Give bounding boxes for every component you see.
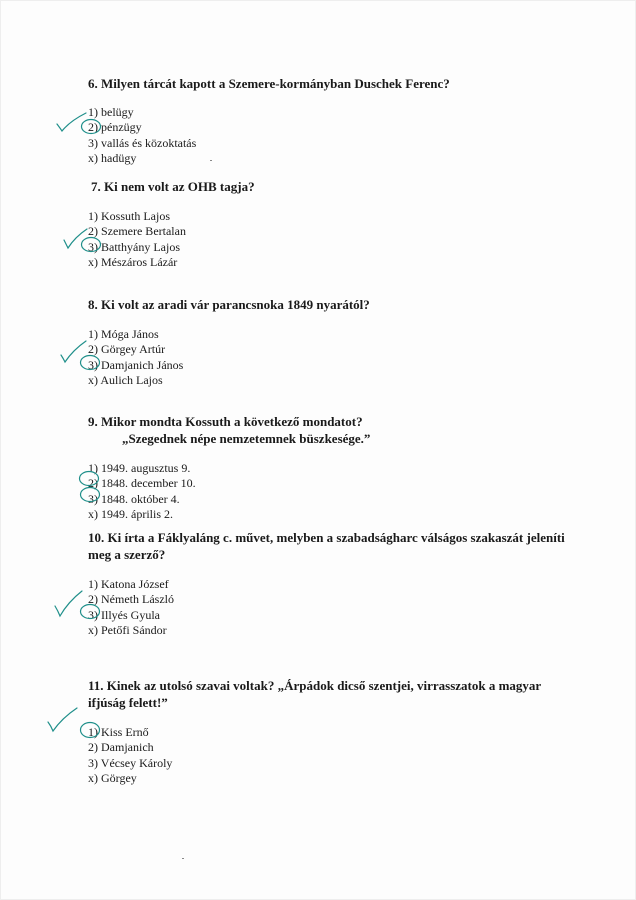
question-title: 9. Mikor mondta Kossuth a következő mondatot?	[88, 414, 363, 429]
option-2: 2) Szemere Bertalan	[88, 224, 186, 239]
option-2: 2) pénzügy	[88, 120, 142, 135]
checkmark-icon	[63, 228, 89, 250]
option-3: 3) Illyés Gyula	[88, 607, 160, 622]
question-8	[88, 296, 588, 388]
scan-speck	[182, 858, 184, 859]
option-1: 1) Kossuth Lajos	[88, 209, 170, 223]
checkmark-icon	[60, 340, 88, 364]
option-2: 2) 1848. december 10.	[88, 476, 196, 491]
question-title: 10. Ki írta a Fáklyaláng c. művet, melyben a szabadságharc válságos szakaszát jeleníti meg a szerző?	[88, 530, 565, 562]
question-10	[88, 529, 568, 638]
scan-speck	[210, 160, 212, 161]
checkmark-icon	[47, 707, 79, 733]
option-list	[88, 577, 568, 638]
question-title: 7. Ki nem volt az OHB tagja?	[91, 179, 255, 194]
question-7	[88, 178, 591, 270]
option-x: x) hadügy	[88, 150, 137, 165]
option-3: 3) 1848. október 4.	[88, 491, 180, 506]
question-quote: „Szegednek népe nemzetemnek büszkesége.”	[122, 431, 371, 446]
question-6	[88, 75, 588, 166]
option-x: x) Mészáros Lázár	[88, 254, 178, 269]
option-1: 1) Móga János	[88, 327, 159, 341]
question-title: 8. Ki volt az aradi vár parancsnoka 1849 nyarától?	[88, 297, 370, 312]
option-2: 2) Németh László	[88, 592, 174, 607]
option-x: x) Aulich Lajos	[88, 372, 163, 387]
option-1: 1) belügy	[88, 105, 134, 119]
option-x: x) 1949. április 2.	[88, 506, 173, 521]
option-list	[88, 461, 588, 522]
question-9	[88, 413, 588, 522]
option-1: 1) Katona József	[88, 577, 169, 591]
option-3: 3) vallás és közoktatás	[88, 135, 197, 150]
option-x: x) Görgey	[88, 770, 137, 785]
checkmark-icon	[56, 112, 88, 134]
option-list	[88, 209, 591, 270]
option-list	[88, 725, 568, 786]
option-3: 3) Vécsey Károly	[88, 755, 173, 770]
option-list	[88, 327, 588, 388]
option-2: 2) Damjanich	[88, 740, 154, 755]
option-list	[88, 105, 588, 166]
option-3: 3) Damjanich János	[88, 357, 184, 372]
question-title: 11. Kinek az utolsó szavai voltak? „Árpádok dicső szentjei, virrasszatok a magyar ifjúság felett!”	[88, 678, 541, 710]
checkmark-icon	[54, 590, 84, 618]
option-x: x) Petőfi Sándor	[88, 622, 167, 637]
option-2: 2) Görgey Artúr	[88, 342, 166, 357]
question-title: 6. Milyen tárcát kapott a Szemere-kormányban Duschek Ferenc?	[88, 76, 450, 91]
option-1: 1) Kiss Ernő	[88, 725, 149, 739]
question-11	[88, 677, 568, 786]
option-1: 1) 1949. augusztus 9.	[88, 461, 191, 475]
option-3: 3) Batthyány Lajos	[88, 239, 180, 254]
